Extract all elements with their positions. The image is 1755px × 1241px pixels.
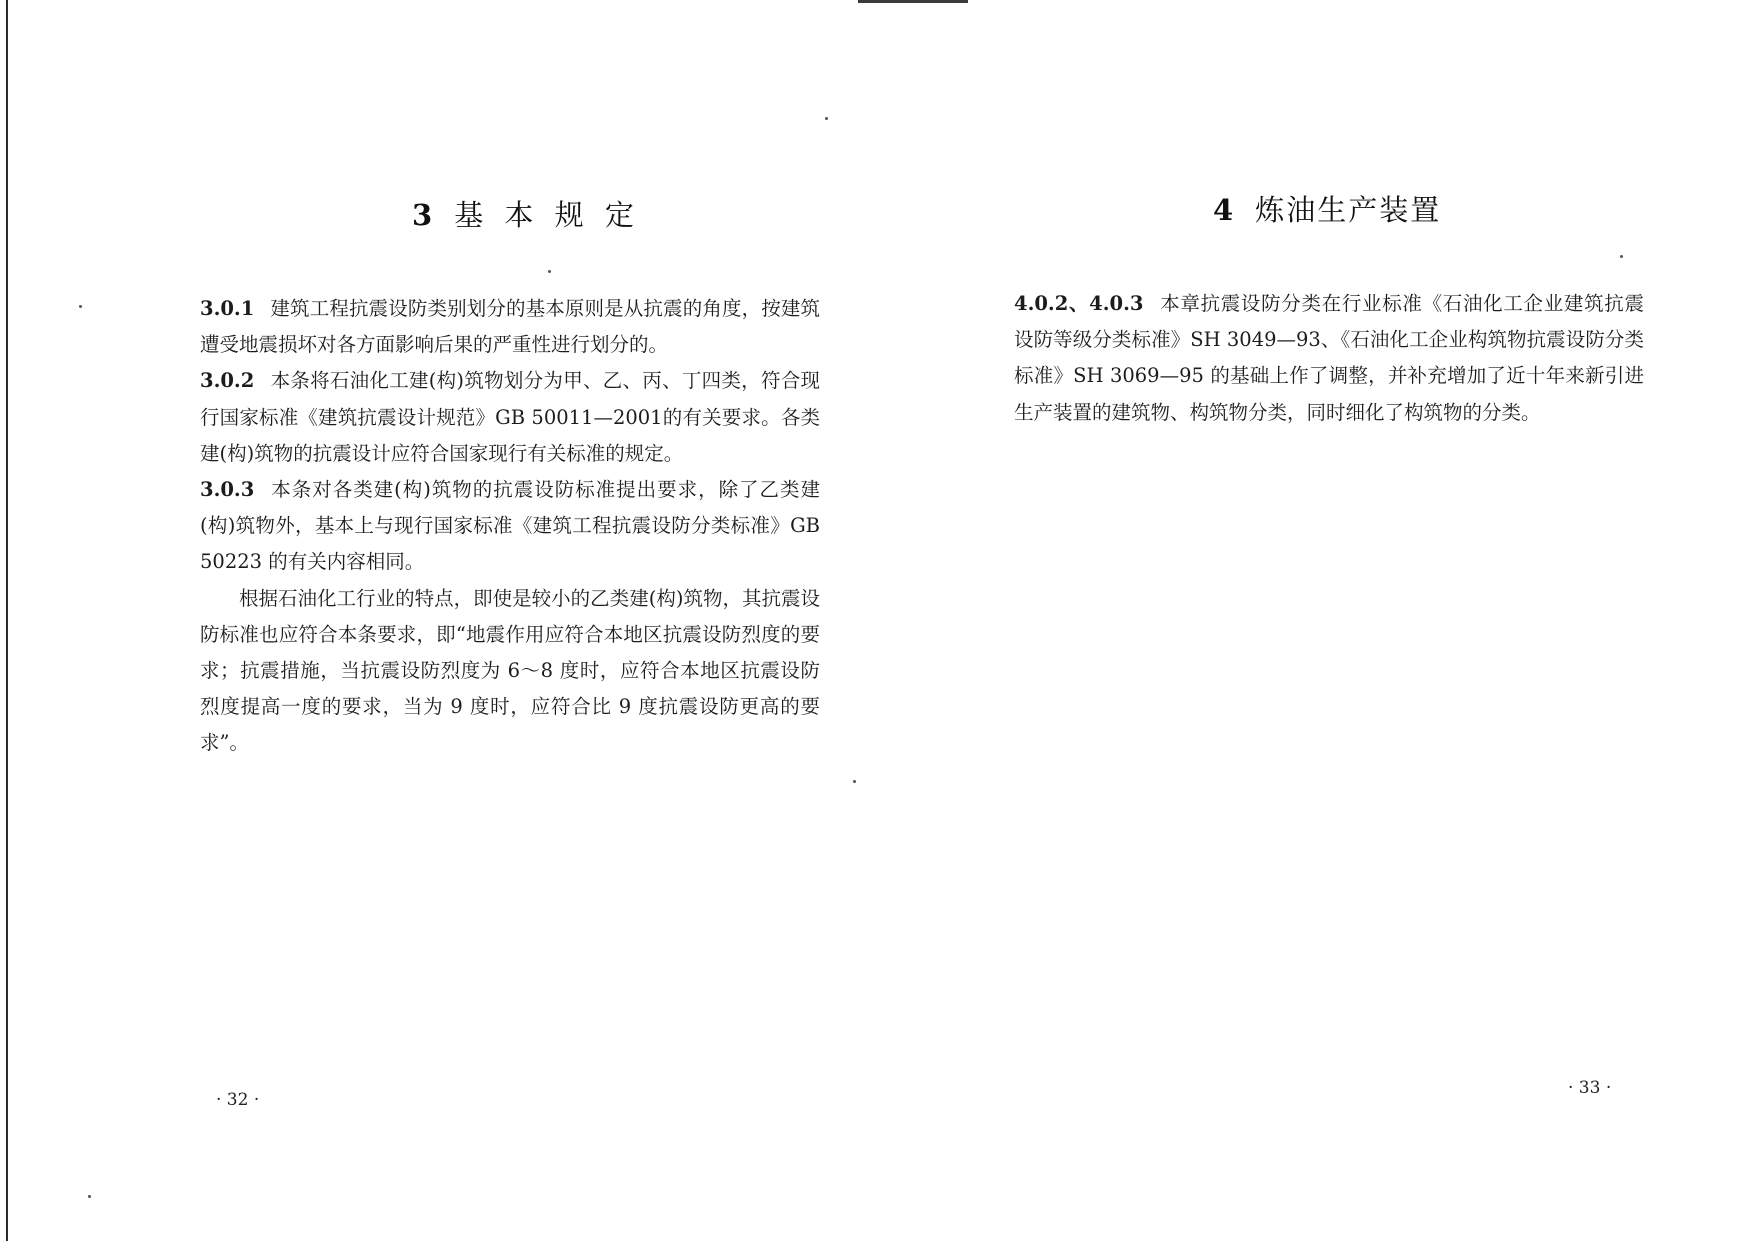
clause [200,363,820,472]
chapter-title: 基 本 规 定 [454,198,640,232]
clause-number: 4.0.2、4.0.3 [1014,292,1144,315]
clause [200,291,820,363]
page-body [1014,286,1644,431]
chapter-number: 3 [412,198,433,232]
scan-speck [825,117,828,120]
clause-number: 3.0.1 [200,297,255,320]
clause-number: 3.0.3 [200,478,255,502]
chapter-title: 炼油生产装置 [1255,193,1442,227]
chapter-number: 4 [1213,193,1234,227]
clause-text: 本章抗震设防分类在行业标准《石油化工企业建筑抗震设防等级分类标准》SH 3049—93、《石油化工企业构筑物抗震设防分类标准》SH 3069—95 的基础上作了调整，并补充增加了近十年来新引进生产装置的建筑物、构筑物分类，同时细化了构筑物的分类。 [1014,292,1644,424]
page-body [200,291,820,762]
body-paragraph: 根据石油化工行业的特点，即使是较小的乙类建(构)筑物，其抗震设防标准也应符合本条要求，即“地震作用应符合本地区抗震设防烈度的要求；抗震措施，当抗震设防烈度为 6～8 度时，应符合本地区抗震设防烈度提高一度的要求，当为 9 度时，应符合比 9 度抗震设防更高的要求”。 [200,586,820,755]
clause-text: 本条将石油化工建(构)筑物划分为甲、乙、丙、丁四类，符合现行国家标准《建筑抗震设计规范》GB 50011—2001的有关要求。各类建(构)筑物的抗震设计应符合国家现行有关标准的规定。 [200,369,820,465]
page-number: · 33 · [1568,1078,1612,1098]
chapter-heading [1213,188,1441,229]
clause-text: 建筑工程抗震设防类别划分的基本原则是从抗震的角度，按建筑遭受地震损坏对各方面影响后果的严重性进行划分的。 [200,297,820,357]
scan-speck [88,1195,91,1198]
clause-text: 本条对各类建(构)筑物的抗震设防标准提出要求，除了乙类建(构)筑物外，基本上与现行国家标准《建筑工程抗震设防分类标准》GB 50223 的有关内容相同。 [200,478,820,574]
clause [200,472,820,581]
page-number: · 32 · [216,1090,260,1110]
scan-speck [79,305,82,308]
clause [1014,286,1644,431]
left-page [0,0,877,1241]
scan-speck [548,270,551,273]
right-page [877,0,1755,1241]
scan-speck [1620,255,1623,258]
clause-number: 3.0.2 [200,369,255,393]
chapter-heading [412,193,640,234]
scan-speck [853,780,856,783]
